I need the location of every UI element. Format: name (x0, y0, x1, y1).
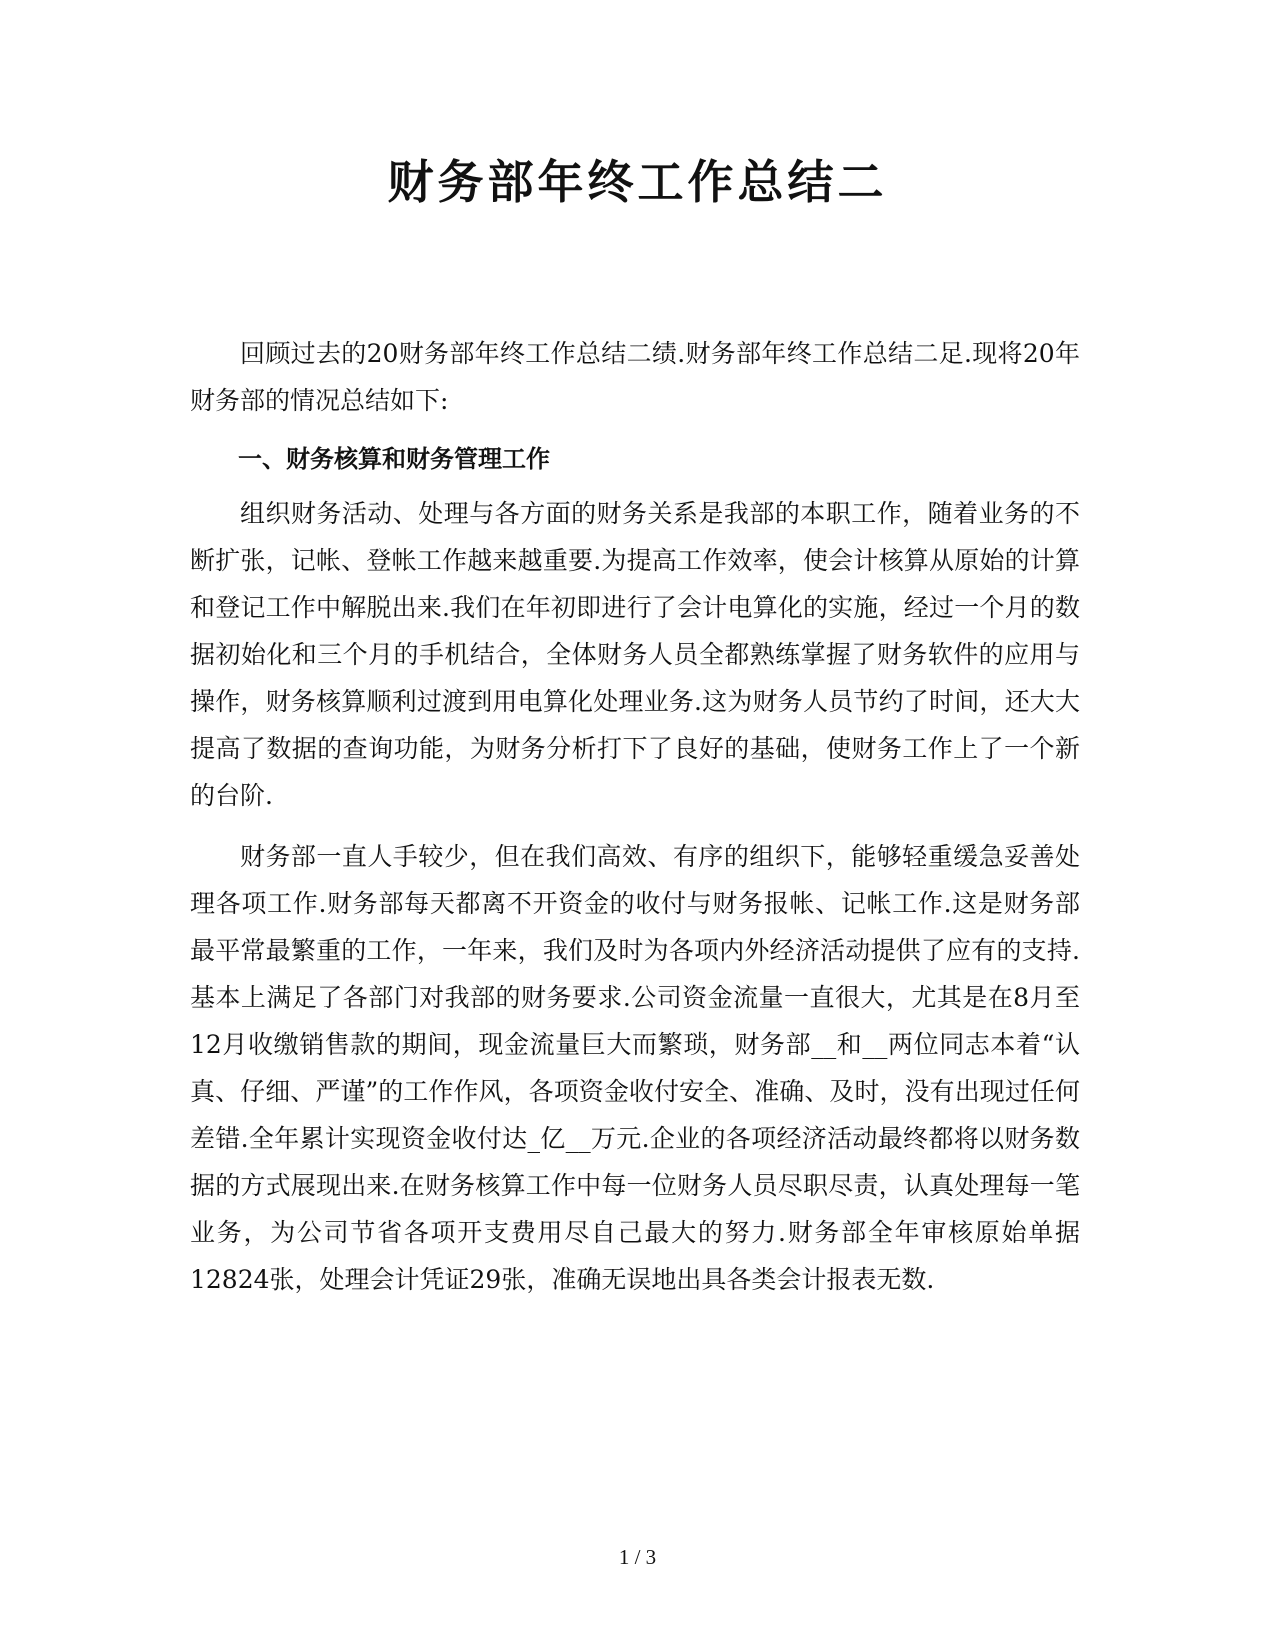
body-paragraph-1: 组织财务活动、处理与各方面的财务关系是我部的本职工作，随着业务的不断扩张，记帐、登帐工作越来越重要.为提高工作效率，使会计核算从原始的计算和登记工作中解脱出来.我们在年初即进行了会计电算化的实施，经过一个月的数据初始化和三个月的手机结合，全体财务人员全都熟练掌握了财务软件的应用与操作，财务核算顺利过渡到用电算化处理业务.这为财务人员节约了时间，还大大提高了数据的查询功能，为财务分析打下了良好的基础，使财务工作上了一个新的台阶. (190, 499, 1080, 810)
section-heading: 一、财务核算和财务管理工作 (238, 445, 550, 473)
page-number: 1 / 3 (618, 1545, 657, 1569)
document-title: 财务部年终工作总结二 (387, 155, 888, 209)
intro-paragraph: 回顾过去的20财务部年终工作总结二绩.财务部年终工作总结二足.现将20年财务部的情况总结如下: (190, 339, 1080, 415)
document-body (190, 330, 1080, 1303)
body-paragraph-2: 财务部一直人手较少，但在我们高效、有序的组织下，能够轻重缓急妥善处理各项工作.财务部每天都离不开资金的收付与财务报帐、记帐工作.这是财务部最平常最繁重的工作，一年来，我们及时为各项内外经济活动提供了应有的支持.基本上满足了各部门对我部的财务要求.公司资金流量一直很大，尤其是在8月至12月收缴销售款的期间，现金流量巨大而繁琐，财务部__和__两位同志本着“认真、仔细、严谨”的工作作风，各项资金收付安全、准确、及时，没有出现过任何差错.全年累计实现资金收付达_亿__万元.企业的各项经济活动最终都将以财务数据的方式展现出来.在财务核算工作中每一位财务人员尽职尽责，认真处理每一笔业务，为公司节省各项开支费用尽自己最大的努力.财务部全年审核原始单据12824张，处理会计凭证29张，准确无误地出具各类会计报表无数. (190, 842, 1080, 1294)
